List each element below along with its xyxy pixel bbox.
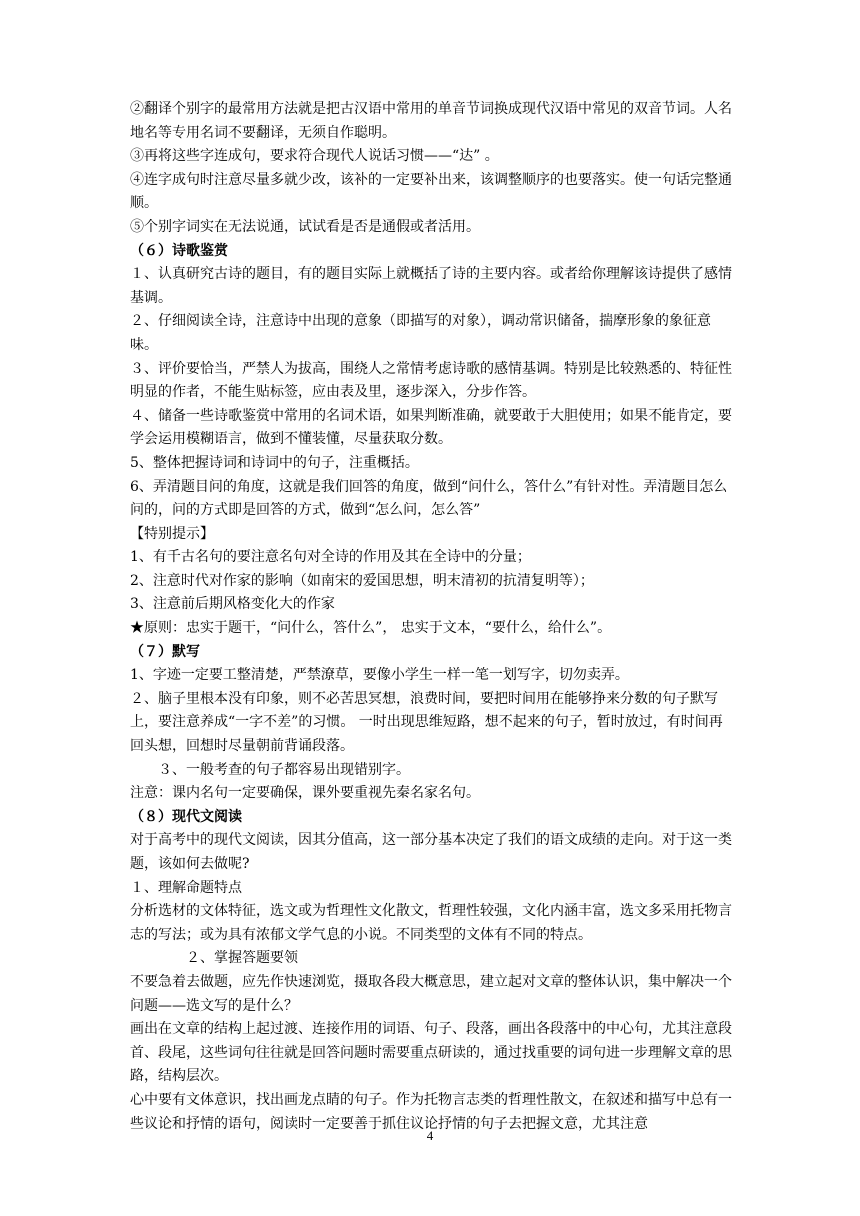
paragraph: 6、弄清题目问的角度，这就是我们回答的角度，做到“问什么，答什么”有针对性。弄清题目怎么问的，问的方式即是回答的方式，做到“怎么问，怎么答” bbox=[130, 478, 728, 519]
paragraph: ⑤个别字词实在无法说通，试试看是否是通假或者活用。 bbox=[130, 218, 480, 235]
paragraph: 【特别提示】 bbox=[130, 525, 214, 542]
paragraph: ２、脑子里根本没有印象，则不必苦思冥想，浪费时间，要把时间用在能够挣来分数的句子默写上，要注意养成“一字不差”的习惯。 一时出现思维短路，想不起来的句子，暂时放过，有时间再回头想，回想时尽量朝前背诵段落。 bbox=[130, 690, 723, 755]
paragraph: ★原则：忠实于题干，“问什么，答什么”， 忠实于文本，“要什么，给什么”。 bbox=[130, 620, 612, 637]
page-number: 4 bbox=[426, 1128, 434, 1143]
paragraph: 2、注意时代对作家的影响（如南宋的爱国思想，明末清初的抗清复明等）； bbox=[130, 572, 594, 589]
paragraph: ４、储备一些诗歌鉴赏中常用的名词术语，如果判断准确，就要敢于大胆使用；如果不能肯定，要学会运用模糊语言，做到不懂装懂，尽量获取分数。 bbox=[130, 407, 732, 448]
paragraph: ３、一般考查的句子都容易出现错别字。 bbox=[158, 761, 410, 778]
section-heading: （８）现代文阅读 bbox=[130, 808, 242, 825]
paragraph: １、认真研究古诗的题目，有的题目实际上就概括了诗的主要内容。或者给你理解该诗提供了感情基调。 bbox=[130, 266, 732, 306]
paragraph: ２、掌握答题要领 bbox=[186, 950, 298, 967]
paragraph: ③再将这些字连成句，要求符合现代人说话习惯——“达” 。 bbox=[130, 148, 499, 165]
document-body bbox=[130, 98, 732, 1136]
paragraph: 不要急着去做题，应先作快速浏览，摄取各段大概意思，建立起对文章的整体认识，集中解决一个问题——选文写的是什么？ bbox=[130, 973, 732, 1014]
paragraph: 画出在文章的结构上起过渡、连接作用的词语、句子、段落，画出各段落中的中心句，尤其注意段首、段尾，这些词句往往就是回答问题时需要重点研读的，通过找重要的词句进一步理解文章的思路，结构层次。 bbox=[130, 1021, 732, 1085]
paragraph: ２、仔细阅读全诗，注意诗中出现的意象（即描写的对象），调动常识储备，揣摩形象的象征意味。 bbox=[130, 313, 711, 353]
section-heading: （６）诗歌鉴赏 bbox=[130, 242, 228, 259]
section-heading: （７）默写 bbox=[130, 643, 200, 660]
paragraph: ３、评价要恰当，严禁人为拔高，围绕人之常情考虑诗歌的感情基调。特别是比较熟悉的、特征性明显的作者，不能生贴标签，应由表及里，逐步深入，分步作答。 bbox=[130, 360, 732, 401]
paragraph: ④连字成句时注意尽量多就少改，该补的一定要补出来，该调整顺序的也要落实。使一句话完整通顺。 bbox=[130, 171, 732, 212]
paragraph: １、理解命题特点 bbox=[130, 879, 242, 896]
paragraph: 5、整体把握诗词和诗词中的句子，注重概括。 bbox=[130, 454, 419, 471]
paragraph: 对于高考中的现代文阅读，因其分值高，这一部分基本决定了我们的语文成绩的走向。对于这一类题，该如何去做呢? bbox=[130, 832, 732, 872]
paragraph: 1、字迹一定要工整清楚，严禁潦草，要像小学生一样一笔一划写字，切勿卖弄。 bbox=[130, 667, 629, 684]
paragraph: 3、注意前后期风格变化大的作家 bbox=[130, 596, 335, 613]
paragraph: 心中要有文体意识，找出画龙点睛的句子。作为托物言志类的哲理性散文，在叙述和描写中总有一些议论和抒情的语句，阅读时一定要善于抓住议论抒情的句子去把握文意，尤其注意 bbox=[130, 1091, 732, 1132]
paragraph: 分析选材的文体特征，选文或为哲理性文化散文，哲理性较强，文化内涵丰富，选文多采用托物言志的写法；或为具有浓郁文学气息的小说。不同类型的文体有不同的特点。 bbox=[130, 903, 732, 943]
paragraph: 1、有千古名句的要注意名句对全诗的作用及其在全诗中的分量； bbox=[130, 549, 531, 566]
paragraph: ②翻译个别字的最常用方法就是把古汉语中常用的单音节词换成现代汉语中常见的双音节词。人名地名等专用名词不要翻译，无须自作聪明。 bbox=[130, 101, 732, 141]
paragraph: 注意：课内名句一定要确保，课外要重视先秦名家名句。 bbox=[130, 785, 480, 802]
